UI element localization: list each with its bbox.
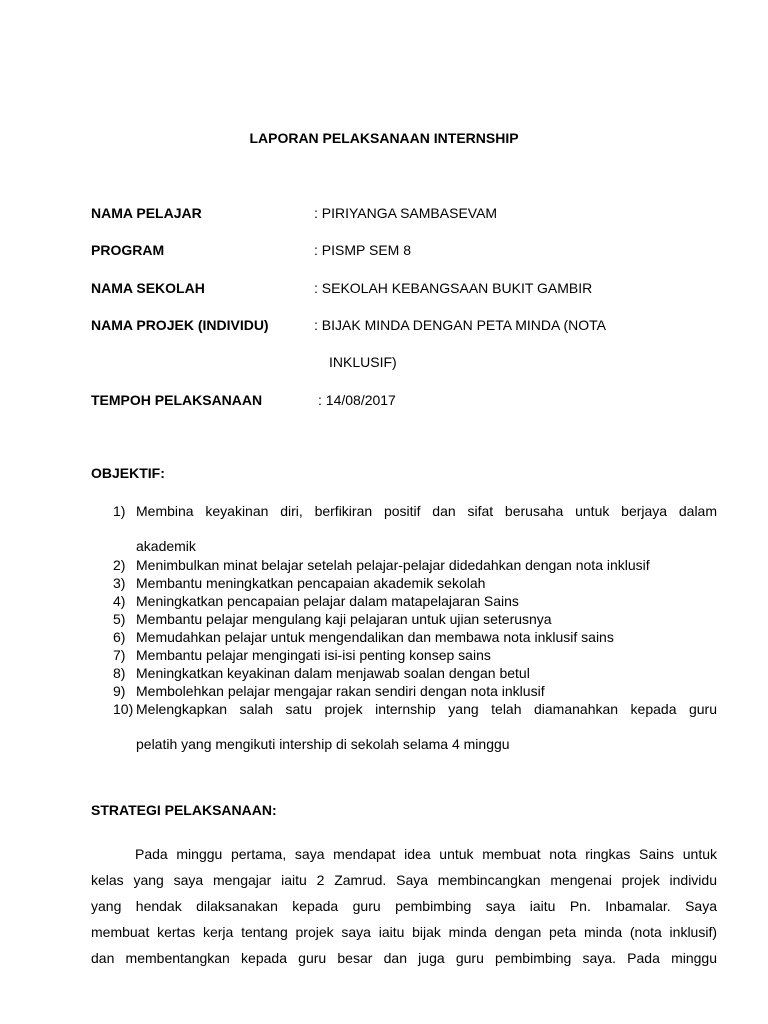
list-item-number: 7) [113,647,126,663]
list-item-number: 5) [113,611,126,627]
info-label-nama-sekolah: NAMA SEKOLAH [91,280,205,296]
info-value-program: : PISMP SEM 8 [314,242,411,258]
list-item-text: Melengkapkan salah satu projek internship yang telah diamanahkan kepada guru [136,701,717,717]
info-value-tempoh-pelaksanaan: : 14/08/2017 [318,392,396,408]
list-item-text: Membantu meningkatkan pencapaian akademik sekolah [136,575,486,591]
list-item-text: Membina keyakinan diri, berfikiran positif dan sifat berusaha untuk berjaya dalam [136,503,717,519]
info-label-tempoh-pelaksanaan: TEMPOH PELAKSANAAN [91,392,263,408]
info-value-nama-projek: : BIJAK MINDA DENGAN PETA MINDA (NOTA [314,317,606,333]
list-item-text: Membantu pelajar mengingati isi-isi penting konsep sains [136,647,491,663]
info-value-nama-pelajar: : PIRIYANGA SAMBASEVAM [314,205,498,221]
list-item-text: Meningkatkan pencapaian pelajar dalam matapelajaran Sains [136,593,519,609]
list-item-number: 2) [113,557,126,573]
strategi-paragraph [91,841,717,971]
list-item-number: 4) [113,593,126,609]
paragraph-line: membuat kertas kerja tentang projek saya iaitu bijak minda dengan peta minda (nota inklusif) [91,924,717,940]
info-label-nama-projek: NAMA PROJEK (INDIVIDU) [91,317,269,333]
strategi-heading: STRATEGI PELAKSANAAN: [91,802,277,818]
list-item-text: Meningkatkan keyakinan dalam menjawab soalan dengan betul [136,665,530,681]
list-item-continued: akademik [136,538,196,554]
info-label-nama-pelajar: NAMA PELAJAR [91,205,202,221]
info-value-nama-sekolah: : SEKOLAH KEBANGSAAN BUKIT GAMBIR [314,280,593,296]
paragraph-line: kelas yang saya mengajar iaitu 2 Zamrud. Saya membincangkan mengenai projek individu [91,872,717,888]
list-item-number: 8) [113,665,126,681]
paragraph-line: Pada minggu pertama, saya mendapat idea untuk membuat nota ringkas Sains untuk [135,846,717,862]
paragraph-line: dan membentangkan kepada guru besar dan juga guru pembimbing saya. Pada minggu [91,950,717,966]
list-item-number: 1) [113,503,126,519]
list-item-text: Membolehkan pelajar mengajar rakan sendiri dengan nota inklusif [136,683,545,699]
document-title: LAPORAN PELAKSANAAN INTERNSHIP [249,130,519,146]
list-item-number: 3) [113,575,126,591]
list-item-number: 6) [113,629,126,645]
paragraph-line: yang hendak dilaksanakan kepada guru pembimbing saya iaitu Pn. Inbamalar. Saya [91,898,717,914]
list-item-continued: pelatih yang mengikuti intership di sekolah selama 4 minggu [136,736,510,752]
objektif-heading: OBJEKTIF: [91,465,165,481]
list-item-number: 10) [113,701,134,717]
info-value-nama-projek-continued: INKLUSIF) [329,354,397,370]
list-item-text: Menimbulkan minat belajar setelah pelajar-pelajar didedahkan dengan nota inklusif [136,557,650,573]
list-item-number: 9) [113,683,126,699]
list-item-text: Membantu pelajar mengulang kaji pelajaran untuk ujian seterusnya [136,611,552,627]
info-label-program: PROGRAM [91,242,165,258]
list-item-text: Memudahkan pelajar untuk mengendalikan dan membawa nota inklusif sains [136,629,614,645]
